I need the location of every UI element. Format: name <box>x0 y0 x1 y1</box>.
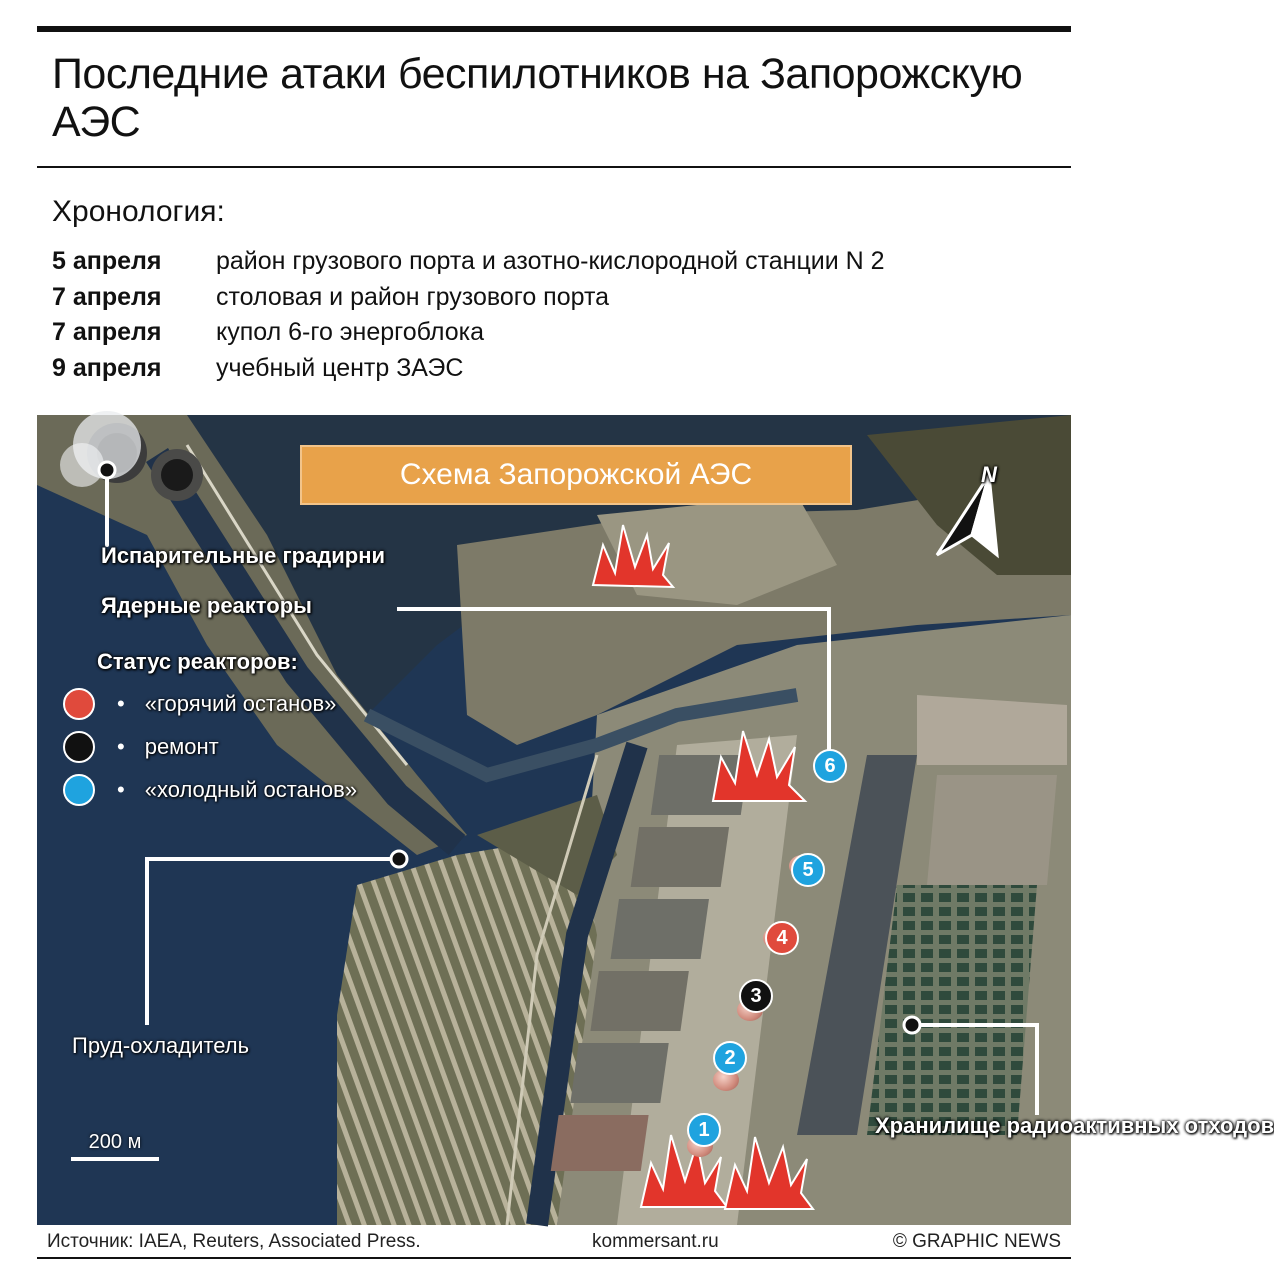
legend-item-cold <box>63 773 357 807</box>
map-title: Схема Запорожской АЭС <box>300 445 852 505</box>
reactor-marker-4: 4 <box>765 921 799 955</box>
timeline <box>52 244 1062 386</box>
event-description: учебный центр ЗАЭС <box>216 353 464 382</box>
scale-label: 200 м <box>88 1131 142 1153</box>
event-description: район грузового порта и азотно-кислородной станции N 2 <box>216 247 885 276</box>
cooling-pond-label: Пруд-охладитель <box>72 1033 250 1058</box>
event-date: 7 апреля <box>52 318 162 347</box>
legend-bullet: • <box>117 734 125 759</box>
timeline-row <box>52 280 1062 316</box>
cooling-towers-label: Испарительные градирни <box>101 543 386 568</box>
event-description: столовая и район грузового порта <box>216 282 610 311</box>
reactor-status-heading: Статус реакторов: <box>97 649 298 674</box>
site-credit: kommersant.ru <box>592 1231 719 1252</box>
legend-label: ремонт <box>144 734 219 759</box>
chronology-heading: Хронология: <box>52 195 225 228</box>
north-label: N <box>981 462 997 487</box>
reactor-marker-6: 6 <box>813 749 847 783</box>
bottom-rule <box>37 1257 1071 1259</box>
legend-item-repair <box>63 730 219 764</box>
reactor-marker-3: 3 <box>739 979 773 1013</box>
reactor-marker-2: 2 <box>713 1041 747 1075</box>
footer <box>37 1225 1071 1257</box>
scale-line <box>71 1157 159 1161</box>
legend-label: «горячий останов» <box>144 691 337 716</box>
reactor-marker-5: 5 <box>791 853 825 887</box>
event-date: 9 апреля <box>52 353 162 382</box>
scale-bar <box>71 1131 159 1161</box>
legend-dot-repair <box>63 731 95 763</box>
timeline-row <box>52 351 1062 387</box>
timeline-row <box>52 244 1062 280</box>
waste-storage-label: Хранилище радиоактивных отходов <box>875 1113 1274 1138</box>
reactors-label: Ядерные реакторы <box>101 593 312 618</box>
legend-bullet: • <box>117 691 125 716</box>
legend-dot-hot <box>63 688 95 720</box>
event-date: 7 апреля <box>52 282 162 311</box>
timeline-row <box>52 315 1062 351</box>
plant-map <box>37 415 1274 1225</box>
reactor-marker-1: 1 <box>687 1113 721 1147</box>
agency-credit: © GRAPHIC NEWS <box>892 1231 1061 1252</box>
top-rule <box>37 26 1071 32</box>
legend-label: «холодный останов» <box>144 777 358 802</box>
legend-item-hot <box>63 687 336 721</box>
legend-dot-cold <box>63 774 95 806</box>
event-date: 5 апреля <box>52 247 162 276</box>
page-title: Последние атаки беспилотников на Запорожскую АЭС <box>52 50 1023 146</box>
title-divider <box>37 166 1071 168</box>
event-description: купол 6-го энергоблока <box>216 318 484 347</box>
source-credit: Источник: IAEA, Reuters, Associated Press. <box>47 1231 421 1252</box>
legend-bullet: • <box>117 777 125 802</box>
